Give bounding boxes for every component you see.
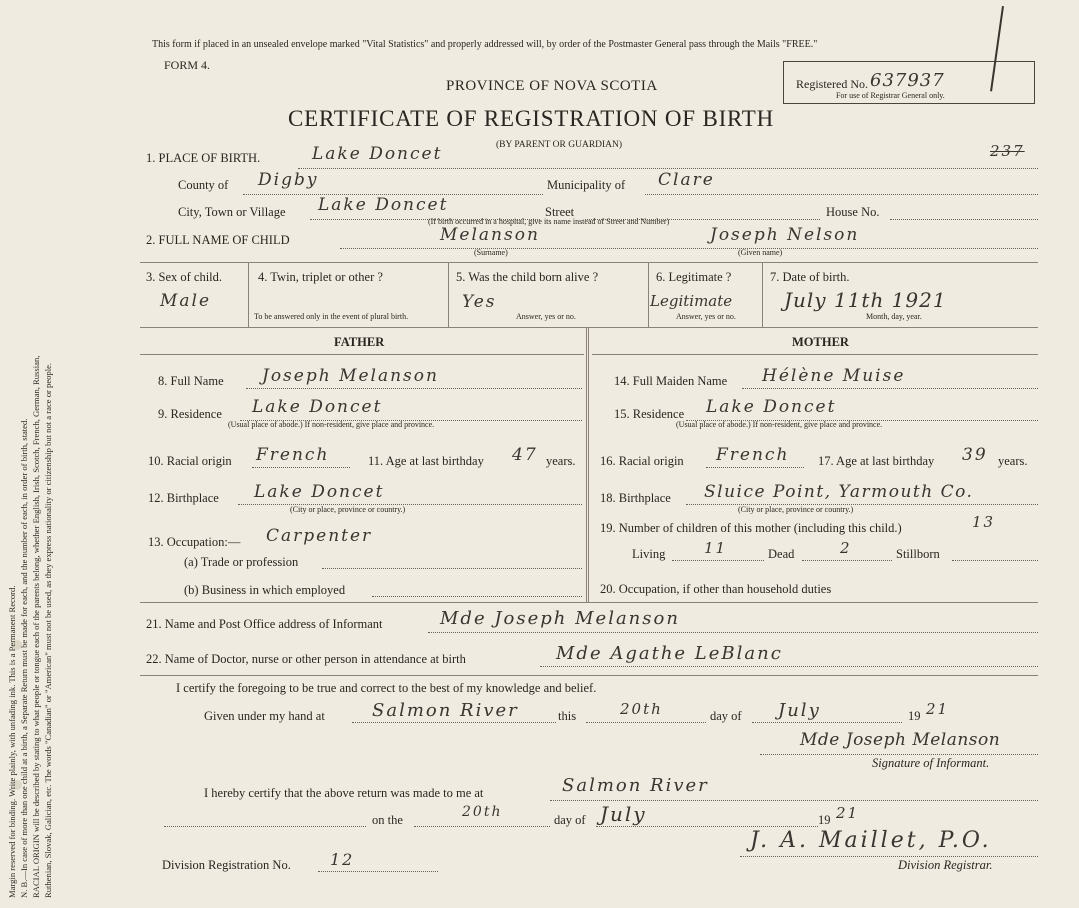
dotted-line: [596, 826, 818, 827]
given-under-label: Given under my hand at: [204, 709, 325, 723]
parents-divider: [586, 327, 589, 602]
father-business-label: (b) Business in which employed: [184, 583, 346, 597]
registrar-signature: J. A. Maillet, P.O.: [750, 828, 992, 853]
dead-label: Dead: [768, 547, 795, 561]
certify-day-value: 20th: [620, 700, 663, 718]
certificate-subtitle: (BY PARENT OR GUARDIAN): [496, 140, 623, 150]
rule: [140, 327, 1038, 328]
dotted-line: [164, 826, 366, 827]
dotted-line: [752, 722, 902, 723]
mother-heading: MOTHER: [792, 335, 849, 349]
city-label: City, Town or Village: [178, 205, 286, 219]
twin-label: 4. Twin, triplet or other ?: [258, 270, 383, 284]
dotted-line: [672, 560, 764, 561]
certify-statement: I certify the foregoing to be true and correct to the best of my knowledge and belief.: [176, 681, 597, 695]
father-birthplace-value: Lake Doncet: [254, 482, 385, 502]
legitimate-label: 6. Legitimate ?: [656, 270, 732, 284]
father-origin-value: French: [256, 445, 330, 465]
dotted-line: [428, 632, 1038, 633]
rule: [762, 262, 763, 327]
stillborn-label: Stillborn: [896, 547, 940, 561]
street-label: Street: [545, 205, 575, 219]
alive-label: 5. Was the child born alive ?: [456, 270, 599, 284]
certify-year-value: 21: [926, 700, 950, 718]
margin-instructions: [6, 18, 54, 898]
certify-year-prefix: 19: [908, 709, 921, 723]
dotted-line: [742, 388, 1038, 389]
form-number: FORM 4.: [164, 58, 211, 72]
dead-value: 2: [840, 539, 852, 557]
child-surname: Melanson: [440, 225, 540, 245]
division-registration-label: Division Registration No.: [162, 858, 291, 872]
this-label: this: [558, 709, 577, 723]
legitimate-value: Legitimate: [650, 292, 733, 310]
dotted-line: [318, 871, 438, 872]
corner-number: 237: [990, 142, 1025, 160]
registrar-day-value: 20th: [462, 804, 503, 820]
dotted-line: [760, 754, 1038, 755]
given-note: (Given name): [738, 248, 783, 257]
registrar-year-value: 21: [836, 804, 860, 822]
father-occupation-label: 13. Occupation:—: [148, 535, 241, 549]
registrar-day-of-label: day of: [554, 813, 586, 827]
living-label: Living: [632, 547, 666, 561]
rule: [648, 262, 649, 327]
mother-years-label: years.: [998, 454, 1028, 468]
rule: [140, 262, 1038, 263]
father-birthplace-note: (City or place, province or country.): [290, 505, 406, 514]
informant-value: Mde Joseph Melanson: [440, 608, 680, 629]
living-value: 11: [704, 539, 728, 557]
city-value: Lake Doncet: [318, 195, 449, 215]
father-occupation-value: Carpenter: [266, 526, 373, 546]
surname-note: (Surname): [474, 248, 508, 257]
on-the-label: on the: [372, 813, 403, 827]
registered-number: 637937: [870, 70, 945, 91]
rule: [140, 354, 584, 355]
father-heading: FATHER: [334, 335, 385, 349]
rule: [140, 675, 1038, 676]
mother-age-value: 39: [962, 445, 988, 465]
certificate-title: CERTIFICATE OF REGISTRATION OF BIRTH: [288, 106, 775, 131]
margin-note-2: N. B.—In case of more than one child at a birth, a Separate Return must be made for each, and the number of each, in order of birth, stated.: [19, 418, 29, 898]
date-of-birth-note: Month, day, year.: [866, 312, 922, 321]
doctor-label: 22. Name of Doctor, nurse or other person in attendance at birth: [146, 652, 466, 666]
registrar-year-prefix: 19: [818, 813, 831, 827]
dotted-line: [322, 568, 582, 569]
dotted-line: [550, 800, 1038, 801]
dotted-line: [740, 856, 1038, 857]
mother-origin-value: French: [716, 445, 790, 465]
informant-label: 21. Name and Post Office address of Informant: [146, 617, 383, 631]
house-label: House No.: [826, 205, 880, 219]
mother-age-label: 17. Age at last birthday: [818, 454, 935, 468]
rule: [140, 602, 1038, 603]
mother-occupation-label: 20. Occupation, if other than household duties: [600, 582, 832, 596]
father-name-value: Joseph Melanson: [262, 366, 439, 386]
place-of-birth-label: 1. PLACE OF BIRTH.: [146, 151, 261, 165]
dotted-line: [252, 467, 350, 468]
dotted-line: [298, 168, 1038, 169]
dotted-line: [540, 666, 1038, 667]
date-of-birth-label: 7. Date of birth.: [770, 270, 850, 284]
registered-label: Registered No.: [796, 77, 868, 91]
mother-residence-value: Lake Doncet: [706, 397, 837, 417]
child-given-name: Joseph Nelson: [710, 225, 860, 245]
day-of-label: day of: [710, 709, 742, 723]
mother-birthplace-value: Sluice Point, Yarmouth Co.: [704, 482, 974, 502]
father-residence-value: Lake Doncet: [252, 397, 383, 417]
mother-name-value: Hélène Muise: [762, 366, 906, 386]
mother-birthplace-note: (City or place, province or country.): [738, 505, 854, 514]
father-years-label: years.: [546, 454, 576, 468]
dotted-line: [586, 722, 706, 723]
registrar-signature-label: Division Registrar.: [898, 858, 993, 872]
rule: [592, 354, 1038, 355]
municipality-label: Municipality of: [547, 178, 626, 192]
dotted-line: [890, 219, 1038, 220]
legitimate-note: Answer, yes or no.: [676, 312, 736, 321]
dotted-line: [352, 722, 556, 723]
rule: [448, 262, 449, 327]
informant-signature-label: Signature of Informant.: [872, 756, 990, 770]
division-registration-value: 12: [330, 850, 355, 869]
dotted-line: [706, 467, 804, 468]
mother-name-label: 14. Full Maiden Name: [614, 374, 728, 388]
province-heading: PROVINCE OF NOVA SCOTIA: [446, 78, 658, 94]
county-value: Digby: [258, 170, 319, 190]
rule: [248, 262, 249, 327]
dotted-line: [414, 826, 550, 827]
informant-signature: Mde Joseph Melanson: [800, 730, 1001, 750]
father-age-value: 47: [512, 445, 538, 465]
dotted-line: [246, 388, 582, 389]
certify-month-value: July: [778, 700, 821, 721]
dotted-line: [802, 560, 892, 561]
date-of-birth-value: July 11th 1921: [784, 288, 947, 312]
alive-note: Answer, yes or no.: [516, 312, 576, 321]
father-residence-label: 9. Residence: [158, 407, 222, 421]
alive-value: Yes: [462, 292, 497, 312]
registrar-place-value: Salmon River: [562, 775, 709, 796]
child-name-label: 2. FULL NAME OF CHILD: [146, 233, 290, 247]
father-name-label: 8. Full Name: [158, 374, 224, 388]
dotted-line: [372, 596, 582, 597]
dotted-line: [645, 194, 1038, 195]
margin-note-1: Margin reserved for binding. Write plainly, with unfading ink. This is a Permanent Record.: [7, 585, 17, 898]
mother-children-label: 19. Number of children of this mother (including this child.): [600, 521, 902, 535]
twin-note: To be answered only in the event of plural birth.: [254, 312, 409, 321]
mother-birthplace-label: 18. Birthplace: [600, 491, 671, 505]
registrar-note: For use of Registrar General only.: [836, 91, 945, 100]
county-label: County of: [178, 178, 229, 192]
father-trade-label: (a) Trade or profession: [184, 555, 299, 569]
given-place-value: Salmon River: [372, 700, 519, 721]
mother-residence-label: 15. Residence: [614, 407, 685, 421]
father-origin-label: 10. Racial origin: [148, 454, 232, 468]
mother-children-value: 13: [972, 513, 996, 531]
municipality-value: Clare: [658, 170, 715, 190]
doctor-value: Mde Agathe LeBlanc: [556, 643, 783, 664]
father-age-label: 11. Age at last birthday: [368, 454, 484, 468]
margin-note-4: Ruthenian, Slovak, Galician, etc. The words "Canadian" or "American" must not be used, as they express nationality or citizenship but not a race or people.: [43, 362, 53, 898]
father-birthplace-label: 12. Birthplace: [148, 491, 219, 505]
margin-note-3: RACIAL ORIGIN will be described by stating to what people or tongue each of the parents belong, whether English, Irish, Scotch, French, German, Russian,: [31, 355, 41, 898]
place-of-birth-value: Lake Doncet: [312, 144, 443, 164]
registrar-statement: I hereby certify that the above return was made to me at: [204, 786, 484, 800]
sex-value: Male: [160, 291, 212, 311]
dotted-line: [340, 248, 1038, 249]
dotted-line: [952, 560, 1038, 561]
mail-note: This form if placed in an unsealed envelope marked "Vital Statistics" and properly addressed will, by order of the Postmaster General pass through the Mails "FREE.": [152, 39, 818, 50]
registrar-month-value: July: [600, 802, 647, 826]
father-residence-note: (Usual place of abode.) If non-resident, give place and province.: [228, 420, 435, 429]
street-note: (If birth occurred in a hospital, give its name instead of Street and Number): [428, 217, 670, 226]
mother-origin-label: 16. Racial origin: [600, 454, 684, 468]
sex-label: 3. Sex of child.: [146, 270, 223, 284]
mother-residence-note: (Usual place of abode.) If non-resident, give place and province.: [676, 420, 883, 429]
